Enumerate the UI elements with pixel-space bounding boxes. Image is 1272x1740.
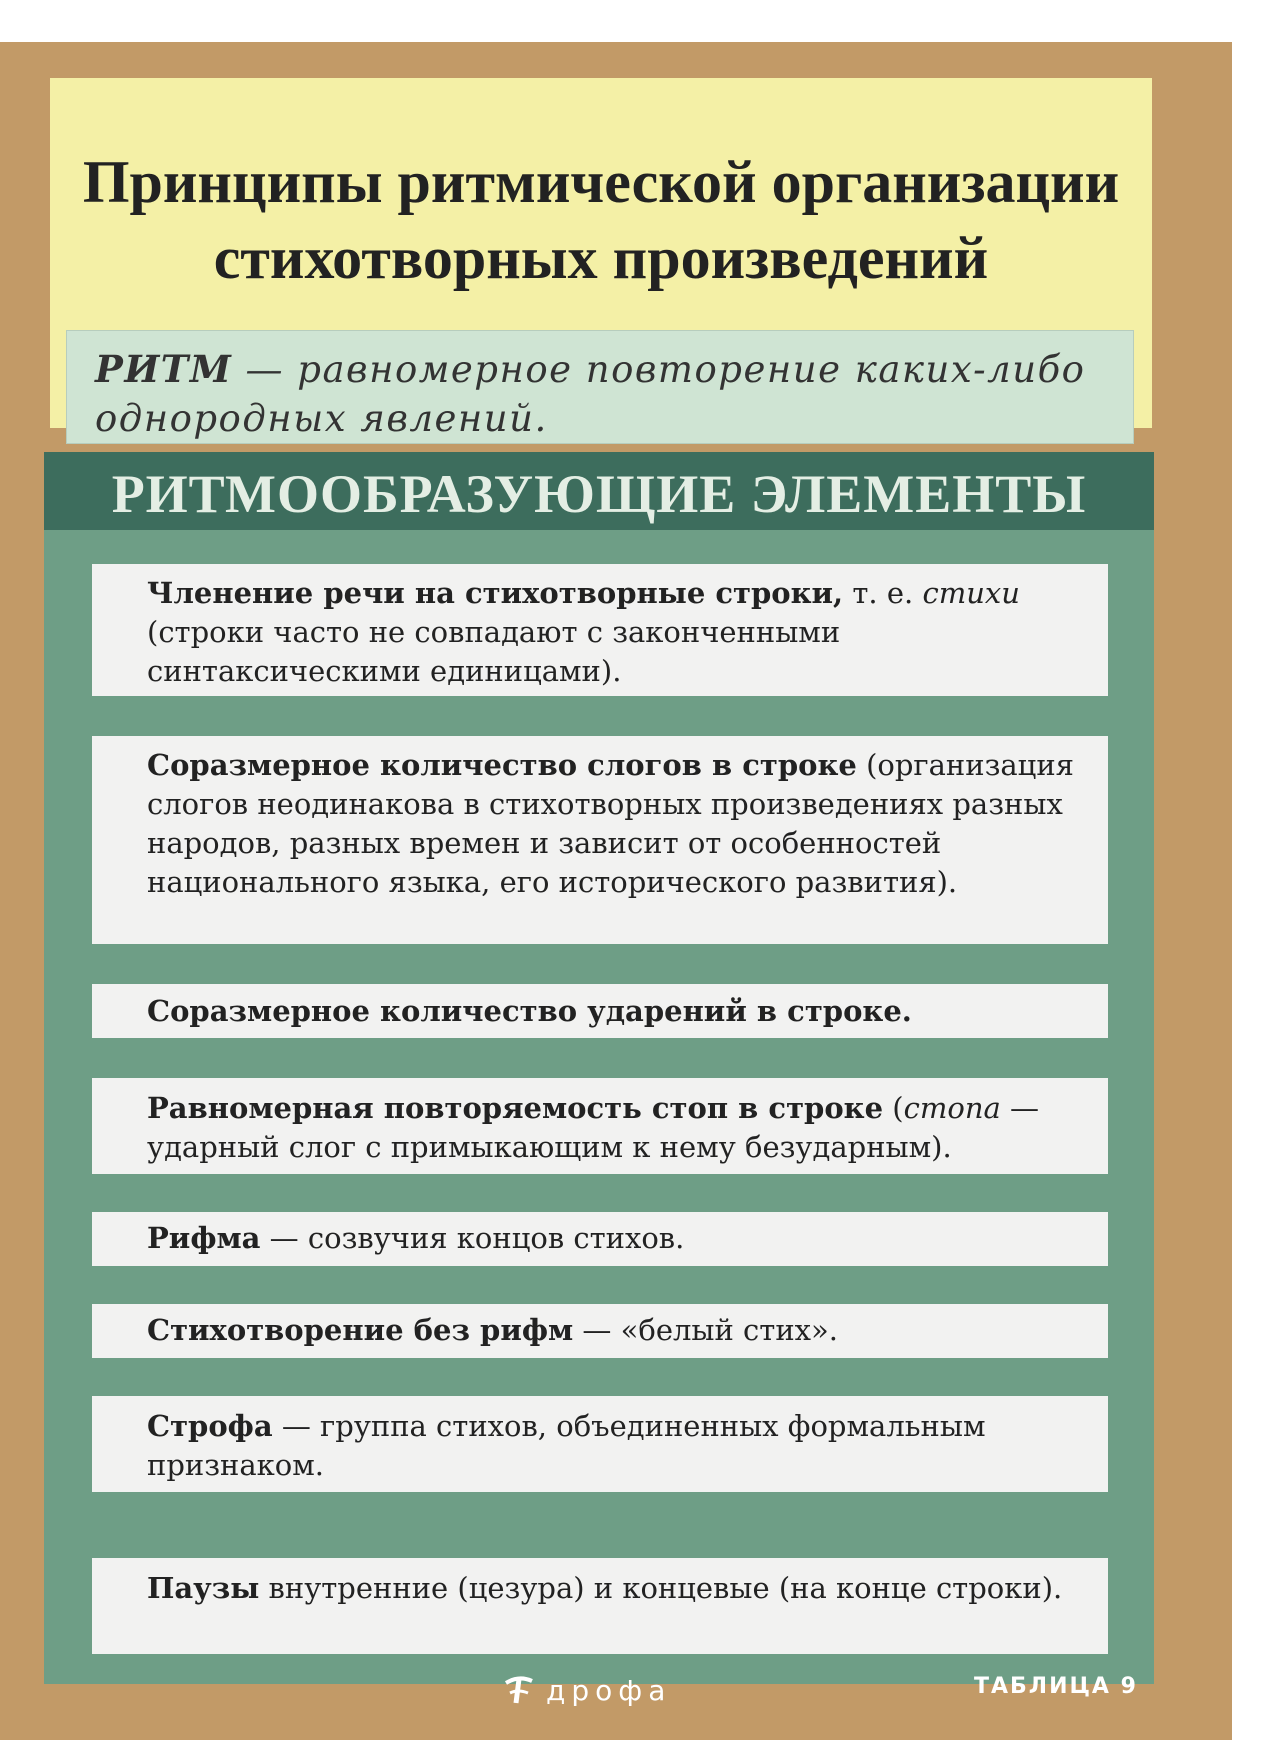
section-header bbox=[44, 452, 1154, 530]
element-text bbox=[147, 1407, 1084, 1485]
element-text bbox=[147, 1569, 1084, 1608]
element-italic: стихи bbox=[922, 576, 1020, 610]
element-text bbox=[147, 992, 1084, 1031]
elements-panel bbox=[44, 452, 1154, 1684]
table-label: ТАБЛИЦА 9 bbox=[974, 1674, 1138, 1699]
element-term: Строфа bbox=[147, 1409, 273, 1443]
element-description: — ударный слог с примыкающим к нему безударным). bbox=[147, 1091, 1040, 1164]
element-term: Паузы bbox=[147, 1571, 260, 1605]
element-text bbox=[147, 746, 1084, 902]
element-connector: т. е. bbox=[843, 576, 923, 610]
definition-body: — равномерное повторение каких-либо однородных явлений. bbox=[95, 348, 1086, 440]
element-card-4 bbox=[92, 1078, 1108, 1174]
element-term: Рифма bbox=[147, 1221, 261, 1255]
definition-box bbox=[66, 330, 1134, 444]
element-card-7 bbox=[92, 1396, 1108, 1492]
element-term: Соразмерное количество ударений в строке. bbox=[147, 994, 912, 1028]
element-card-5 bbox=[92, 1212, 1108, 1266]
element-term: Соразмерное количество слогов в строке bbox=[147, 748, 857, 782]
element-italic: стопа bbox=[903, 1091, 1001, 1125]
element-card-2 bbox=[92, 736, 1108, 944]
element-description: — группа стихов, объединенных формальным признаком. bbox=[147, 1409, 986, 1482]
element-description: — «белый стих». bbox=[573, 1313, 838, 1347]
title-line-1: Принципы ритмической организации bbox=[82, 149, 1120, 215]
publisher-logo bbox=[502, 1670, 671, 1710]
element-text bbox=[147, 1311, 1084, 1350]
definition-text bbox=[95, 345, 1125, 443]
element-term: Стихотворение без рифм bbox=[147, 1313, 574, 1347]
element-text bbox=[147, 574, 1084, 691]
publisher-name: дрофа bbox=[546, 1673, 672, 1707]
element-card-1 bbox=[92, 564, 1108, 696]
element-description: внутренние (цезура) и концевые (на конце строки). bbox=[259, 1571, 1063, 1605]
title-panel bbox=[50, 78, 1152, 440]
element-description: (организация слогов неодинакова в стихотворных произведениях разных народов, разных времен и зависит от особенностей национального языка, его исторического развития). bbox=[147, 748, 1074, 899]
element-description: (строки часто не совпадают с законченными синтаксическими единицами). bbox=[147, 615, 841, 688]
element-card-8 bbox=[92, 1558, 1108, 1654]
section-title: РИТМООБРАЗУЮЩИЕ ЭЛЕМЕНТЫ bbox=[111, 464, 1087, 524]
element-description: — созвучия концов стихов. bbox=[260, 1221, 685, 1255]
definition-term: РИТМ bbox=[95, 347, 233, 391]
page-title bbox=[50, 144, 1152, 296]
element-card-6 bbox=[92, 1304, 1108, 1358]
element-term: Равномерная повторяемость стоп в строке bbox=[147, 1091, 884, 1125]
title-line-2: стихотворных произведений bbox=[213, 225, 989, 291]
publisher-logo-icon bbox=[502, 1673, 536, 1707]
poster bbox=[0, 42, 1232, 1740]
element-term: Членение речи на стихотворные строки, bbox=[147, 576, 844, 610]
element-text bbox=[147, 1219, 1084, 1258]
element-connector: ( bbox=[883, 1091, 904, 1125]
element-text bbox=[147, 1089, 1084, 1167]
element-card-3 bbox=[92, 984, 1108, 1038]
